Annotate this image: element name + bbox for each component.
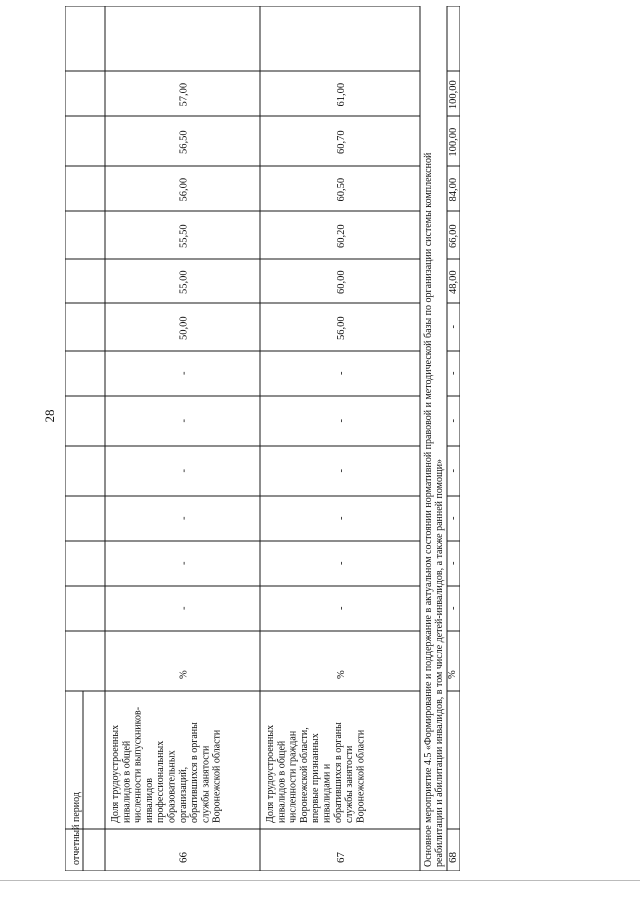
value-cell: - bbox=[178, 606, 190, 610]
row-description-line: Доля трудоустроенных bbox=[110, 724, 121, 823]
value-cell: - bbox=[448, 419, 459, 423]
row-description-line: обратившихся в органы bbox=[332, 722, 344, 823]
row-description-line: службы занятости bbox=[344, 745, 356, 823]
value-cell: - bbox=[178, 516, 190, 520]
row-description-line: образовательных bbox=[166, 750, 178, 823]
row-description-line: Воронежской области bbox=[211, 729, 223, 823]
page-bottom-rule bbox=[0, 880, 640, 881]
value-cell: 100,00 bbox=[448, 80, 459, 110]
value-cell: - bbox=[448, 371, 459, 375]
row-number: 68 bbox=[447, 852, 459, 863]
value-cell: 56,00 bbox=[336, 316, 347, 340]
value-cell: 48,00 bbox=[448, 270, 459, 294]
value-cell: 50,00 bbox=[178, 316, 190, 340]
value-cell: 56,00 bbox=[178, 177, 190, 202]
row-description-line: инвалидами и bbox=[321, 763, 333, 823]
row-description-line: обратившихся в органы bbox=[189, 722, 201, 823]
value-cell: - bbox=[448, 561, 459, 565]
value-cell: 57,00 bbox=[178, 82, 190, 107]
value-cell: 55,50 bbox=[178, 224, 190, 248]
value-cell: - bbox=[448, 469, 459, 473]
row-description-line: инвалидов в общей bbox=[121, 740, 133, 823]
row-number: 66 bbox=[177, 852, 190, 863]
value-cell: - bbox=[336, 606, 347, 610]
value-cell: - bbox=[448, 325, 459, 329]
row-unit: % bbox=[447, 670, 458, 679]
value-cell: - bbox=[336, 561, 347, 565]
row-description-line: организаций, bbox=[177, 766, 189, 823]
value-cell: 61,00 bbox=[336, 82, 347, 107]
table-svg bbox=[65, 6, 460, 871]
row-description-line: Воронежской области bbox=[355, 729, 367, 823]
row-description-line: службы занятости bbox=[200, 745, 212, 823]
value-cell: 60,20 bbox=[336, 224, 347, 248]
rotated-table bbox=[65, 6, 460, 871]
value-cell: - bbox=[336, 419, 347, 423]
section-heading-line: реабилитации и абилитации инвалидов, в том числе детей-инвалидов, а также ранней помощи» bbox=[434, 458, 445, 867]
page-number: 28 bbox=[42, 409, 57, 423]
section-heading-line: Основное мероприятие 4.5 «Формирование и поддержание в актуальном состоянии нормативной правовой и методической базы по организации системы комплексной bbox=[423, 152, 434, 867]
value-cell: 55,00 bbox=[178, 270, 190, 294]
value-cell: 100,00 bbox=[448, 127, 459, 157]
row-number: 67 bbox=[335, 852, 347, 863]
value-cell: - bbox=[178, 469, 190, 473]
row-description-line: инвалидов в общей bbox=[276, 740, 288, 823]
value-cell: 60,50 bbox=[336, 177, 347, 202]
value-cell: - bbox=[448, 606, 459, 610]
value-cell: 84,00 bbox=[448, 177, 459, 202]
value-cell: 60,00 bbox=[336, 270, 347, 294]
value-cell: 66,00 bbox=[448, 224, 459, 248]
row-description-line: численности граждан bbox=[287, 730, 299, 823]
value-cell: - bbox=[178, 371, 190, 375]
value-cell: - bbox=[336, 469, 347, 473]
row-description-line: Доля трудоустроенных bbox=[265, 724, 276, 823]
value-cell: - bbox=[178, 419, 190, 423]
row-description-line: профессиональных bbox=[155, 740, 167, 823]
value-cell: 60,70 bbox=[336, 130, 347, 154]
value-cell: - bbox=[336, 371, 347, 375]
value-cell: - bbox=[178, 561, 190, 565]
header-period-label: отчетный период bbox=[71, 792, 82, 865]
row-description-line: впервые признанных bbox=[310, 733, 322, 823]
row-description-line: Воронежской области, bbox=[298, 727, 310, 823]
row-description-line: численности выпускников- bbox=[132, 706, 144, 823]
value-cell: - bbox=[448, 516, 459, 520]
value-cell: 56,50 bbox=[178, 130, 190, 154]
row-description-line: инвалидов bbox=[143, 778, 155, 823]
row-unit: % bbox=[178, 670, 190, 679]
value-cell: - bbox=[336, 516, 347, 520]
row-unit: % bbox=[336, 670, 347, 679]
